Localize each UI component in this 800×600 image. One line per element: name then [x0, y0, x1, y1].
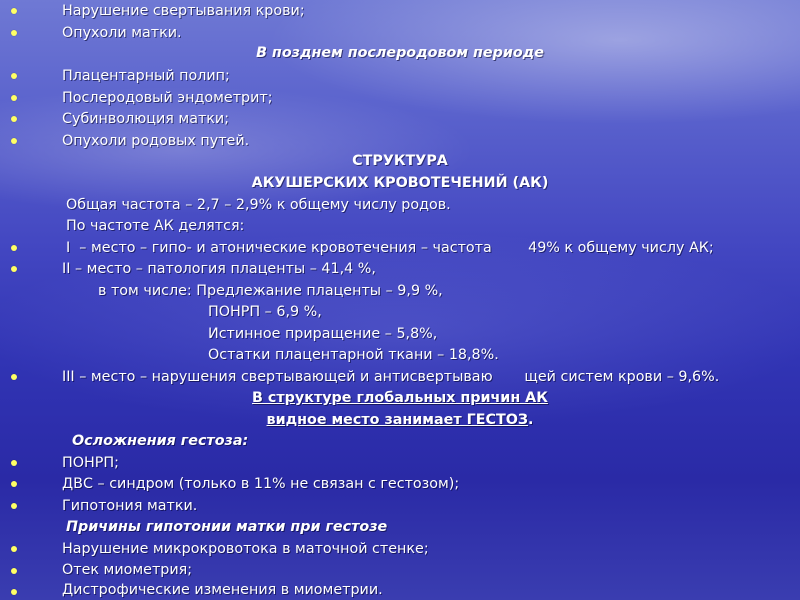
bullet-dot — [11, 546, 17, 552]
bullet-dot — [11, 460, 17, 466]
section-heading: Осложнения гестоза: — [72, 433, 249, 449]
list-item: Нарушение свертывания крови; — [62, 3, 305, 19]
bullet-dot — [11, 568, 17, 574]
bullet-dot — [11, 503, 17, 509]
structure-subtitle: АКУШЕРСКИХ КРОВОТЕЧЕНИЙ (АК) — [251, 175, 549, 191]
highlight-text: видное место занимает ГЕСТОЗ — [266, 412, 529, 428]
list-item: Отек миометрия; — [62, 562, 193, 578]
bullet-dot — [11, 589, 17, 595]
list-item: III – место – нарушения свертывающей и антисвертываю щей систем крови – 9,6%. — [62, 369, 720, 385]
list-item: Субинволюция матки; — [62, 111, 230, 127]
paragraph: в том числе: Предлежание плаценты – 9,9 %, — [98, 283, 443, 299]
bullet-dot — [11, 8, 17, 14]
list-item: Послеродовый эндометрит; — [62, 90, 273, 106]
highlight-heading: В структуре глобальных причин АК — [252, 390, 548, 406]
bullet-dot — [11, 73, 17, 79]
structure-title: СТРУКТУРА — [352, 153, 448, 169]
bullet-dot — [11, 266, 17, 272]
bullet-dot — [11, 30, 17, 36]
paragraph: ПОНРП – 6,9 %, — [208, 304, 322, 320]
paragraph: Истинное приращение – 5,8%, — [208, 326, 438, 342]
bullet-dot — [11, 245, 17, 251]
bullet-dot — [11, 116, 17, 122]
list-item: Нарушение микрокровотока в маточной стенке; — [62, 541, 429, 557]
paragraph: Остатки плацентарной ткани – 18,8%. — [208, 347, 499, 363]
list-item: Гипотония матки. — [62, 498, 198, 514]
bullet-dot — [11, 95, 17, 101]
list-item: II – место – патология плаценты – 41,4 %, — [62, 261, 376, 277]
list-item: ПОНРП; — [62, 455, 119, 471]
bullet-dot — [11, 138, 17, 144]
list-item: Плацентарный полип; — [62, 68, 230, 84]
section-heading: Причины гипотонии матки при гестозе — [66, 519, 388, 535]
bullet-dot — [11, 374, 17, 380]
section-heading: В позднем послеродовом периоде — [256, 45, 544, 61]
list-item: Дистрофические изменения в миометрии. — [62, 582, 383, 598]
bullet-dot — [11, 481, 17, 487]
highlight-heading — [0, 410, 800, 430]
list-item: Опухоли родовых путей. — [62, 133, 250, 149]
paragraph: По частоте АК делятся: — [66, 218, 245, 234]
paragraph: Общая частота – 2,7 – 2,9% к общему числу родов. — [66, 197, 451, 213]
highlight-period: . — [528, 412, 534, 428]
list-item: ДВС – синдром (только в 11% не связан с гестозом); — [62, 476, 460, 492]
list-item: I – место – гипо- и атонические кровотечения – частота 49% к общему числу АК; — [66, 240, 714, 256]
list-item: Опухоли матки. — [62, 25, 182, 41]
